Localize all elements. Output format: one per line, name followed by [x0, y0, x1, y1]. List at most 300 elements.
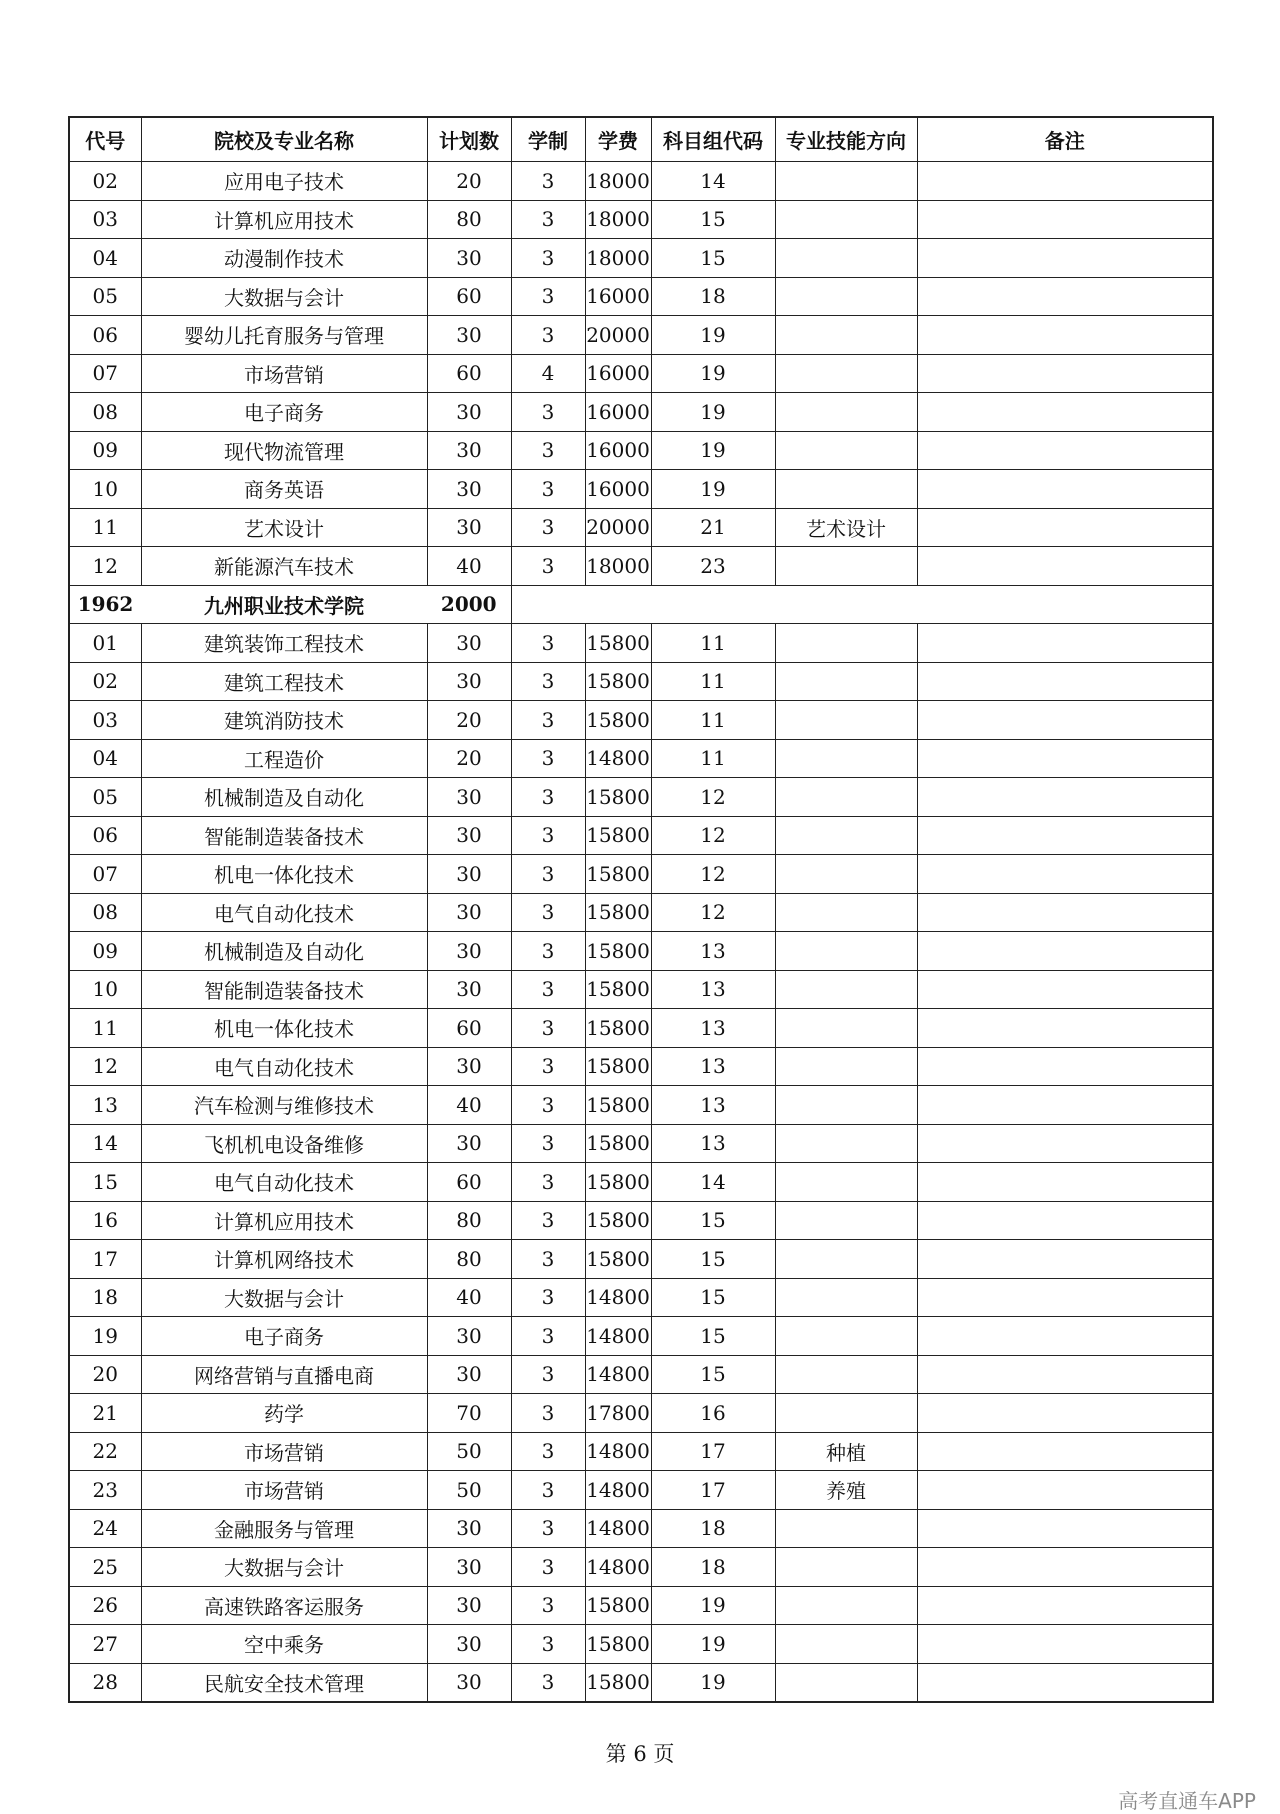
code-cell: 25 — [69, 1548, 141, 1587]
note-cell — [917, 1009, 1213, 1048]
fee-cell: 18000 — [585, 547, 651, 586]
table-row — [69, 1509, 1213, 1548]
table-row — [69, 1278, 1213, 1317]
plan-cell: 40 — [427, 1086, 511, 1125]
direction-cell — [775, 431, 917, 470]
table-row — [69, 778, 1213, 817]
subject-group-cell: 19 — [651, 1663, 775, 1702]
name-cell: 动漫制作技术 — [141, 239, 427, 278]
school-plan-cell: 2000 — [427, 585, 511, 624]
direction-cell — [775, 1317, 917, 1356]
code-cell: 28 — [69, 1663, 141, 1702]
table-row — [69, 662, 1213, 701]
years-cell: 3 — [511, 1086, 585, 1125]
code-cell: 15 — [69, 1163, 141, 1202]
plan-cell: 20 — [427, 701, 511, 740]
name-cell: 大数据与会计 — [141, 277, 427, 316]
code-cell: 16 — [69, 1201, 141, 1240]
note-cell — [917, 1509, 1213, 1548]
header-fee: 学费 — [585, 117, 651, 162]
years-cell: 3 — [511, 1663, 585, 1702]
note-cell — [917, 1625, 1213, 1664]
code-cell: 06 — [69, 316, 141, 355]
fee-cell: 15800 — [585, 932, 651, 971]
table-row — [69, 1009, 1213, 1048]
plan-cell: 20 — [427, 162, 511, 201]
header-note: 备注 — [917, 117, 1213, 162]
subject-group-cell: 15 — [651, 239, 775, 278]
direction-cell — [775, 893, 917, 932]
header-subject-group: 科目组代码 — [651, 117, 775, 162]
note-cell — [917, 200, 1213, 239]
direction-cell — [775, 1625, 917, 1664]
name-cell: 智能制造装备技术 — [141, 970, 427, 1009]
subject-group-cell: 12 — [651, 855, 775, 894]
table-row — [69, 739, 1213, 778]
plan-cell: 30 — [427, 1047, 511, 1086]
plan-cell: 30 — [427, 1317, 511, 1356]
code-cell: 21 — [69, 1394, 141, 1433]
school-code-cell: 1962 — [69, 585, 141, 624]
fee-cell: 14800 — [585, 739, 651, 778]
plan-cell: 30 — [427, 1355, 511, 1394]
fee-cell: 14800 — [585, 1317, 651, 1356]
note-cell — [917, 162, 1213, 201]
table-row — [69, 1240, 1213, 1279]
fee-cell: 14800 — [585, 1432, 651, 1471]
years-cell: 4 — [511, 354, 585, 393]
note-cell — [917, 739, 1213, 778]
fee-cell: 15800 — [585, 624, 651, 663]
table-row — [69, 624, 1213, 663]
plan-cell: 30 — [427, 1586, 511, 1625]
note-cell — [917, 1663, 1213, 1702]
note-cell — [917, 1278, 1213, 1317]
subject-group-cell: 14 — [651, 162, 775, 201]
table-row — [69, 855, 1213, 894]
direction-cell — [775, 662, 917, 701]
years-cell: 3 — [511, 200, 585, 239]
table-body — [69, 162, 1213, 1703]
plan-cell: 30 — [427, 624, 511, 663]
name-cell: 计算机网络技术 — [141, 1240, 427, 1279]
name-cell: 机电一体化技术 — [141, 1009, 427, 1048]
plan-cell: 30 — [427, 431, 511, 470]
fee-cell: 18000 — [585, 200, 651, 239]
note-cell — [917, 431, 1213, 470]
note-cell — [917, 1548, 1213, 1587]
note-cell — [917, 1355, 1213, 1394]
school-name-cell: 九州职业技术学院 — [141, 585, 427, 624]
table-row — [69, 1047, 1213, 1086]
code-cell: 09 — [69, 431, 141, 470]
years-cell: 3 — [511, 739, 585, 778]
note-cell — [917, 855, 1213, 894]
note-cell — [917, 508, 1213, 547]
header-direction: 专业技能方向 — [775, 117, 917, 162]
note-cell — [917, 277, 1213, 316]
plan-cell: 30 — [427, 1124, 511, 1163]
plan-cell: 40 — [427, 1278, 511, 1317]
years-cell: 3 — [511, 1509, 585, 1548]
name-cell: 飞机机电设备维修 — [141, 1124, 427, 1163]
plan-cell: 30 — [427, 508, 511, 547]
code-cell: 02 — [69, 662, 141, 701]
code-cell: 03 — [69, 701, 141, 740]
name-cell: 现代物流管理 — [141, 431, 427, 470]
direction-cell — [775, 1201, 917, 1240]
fee-cell: 15800 — [585, 1240, 651, 1279]
plan-cell: 70 — [427, 1394, 511, 1433]
name-cell: 新能源汽车技术 — [141, 547, 427, 586]
subject-group-cell: 19 — [651, 393, 775, 432]
note-cell — [917, 470, 1213, 509]
direction-cell — [775, 624, 917, 663]
name-cell: 汽车检测与维修技术 — [141, 1086, 427, 1125]
note-cell — [917, 662, 1213, 701]
fee-cell: 15800 — [585, 1663, 651, 1702]
school-row-filler — [511, 585, 1213, 624]
plan-cell: 30 — [427, 816, 511, 855]
fee-cell: 15800 — [585, 1163, 651, 1202]
note-cell — [917, 1047, 1213, 1086]
years-cell: 3 — [511, 316, 585, 355]
direction-cell — [775, 1394, 917, 1433]
direction-cell — [775, 200, 917, 239]
subject-group-cell: 19 — [651, 1625, 775, 1664]
name-cell: 电气自动化技术 — [141, 1047, 427, 1086]
years-cell: 3 — [511, 239, 585, 278]
note-cell — [917, 1586, 1213, 1625]
note-cell — [917, 1432, 1213, 1471]
plan-cell: 30 — [427, 239, 511, 278]
note-cell — [917, 354, 1213, 393]
table-row — [69, 508, 1213, 547]
years-cell: 3 — [511, 970, 585, 1009]
plan-cell: 80 — [427, 1201, 511, 1240]
code-cell: 11 — [69, 1009, 141, 1048]
table-row — [69, 393, 1213, 432]
code-cell: 04 — [69, 739, 141, 778]
table-row — [69, 162, 1213, 201]
code-cell: 05 — [69, 277, 141, 316]
note-cell — [917, 1394, 1213, 1433]
direction-cell — [775, 1124, 917, 1163]
plan-cell: 30 — [427, 1663, 511, 1702]
years-cell: 3 — [511, 1278, 585, 1317]
table-row — [69, 1625, 1213, 1664]
name-cell: 市场营销 — [141, 354, 427, 393]
subject-group-cell: 19 — [651, 316, 775, 355]
plan-cell: 30 — [427, 970, 511, 1009]
plan-cell: 30 — [427, 393, 511, 432]
fee-cell: 14800 — [585, 1548, 651, 1587]
note-cell — [917, 816, 1213, 855]
fee-cell: 14800 — [585, 1278, 651, 1317]
subject-group-cell: 17 — [651, 1432, 775, 1471]
fee-cell: 15800 — [585, 1124, 651, 1163]
name-cell: 大数据与会计 — [141, 1278, 427, 1317]
note-cell — [917, 1124, 1213, 1163]
years-cell: 3 — [511, 1432, 585, 1471]
code-cell: 01 — [69, 624, 141, 663]
table-row — [69, 1124, 1213, 1163]
name-cell: 建筑工程技术 — [141, 662, 427, 701]
direction-cell — [775, 393, 917, 432]
code-cell: 02 — [69, 162, 141, 201]
note-cell — [917, 1201, 1213, 1240]
table-row — [69, 547, 1213, 586]
direction-cell — [775, 970, 917, 1009]
fee-cell: 15800 — [585, 1201, 651, 1240]
plan-cell: 50 — [427, 1471, 511, 1510]
years-cell: 3 — [511, 816, 585, 855]
code-cell: 10 — [69, 970, 141, 1009]
subject-group-cell: 11 — [651, 662, 775, 701]
name-cell: 机械制造及自动化 — [141, 778, 427, 817]
subject-group-cell: 18 — [651, 1548, 775, 1587]
table-row — [69, 816, 1213, 855]
subject-group-cell: 19 — [651, 354, 775, 393]
direction-cell: 养殖 — [775, 1471, 917, 1510]
subject-group-cell: 19 — [651, 470, 775, 509]
fee-cell: 15800 — [585, 1625, 651, 1664]
page-number: 第 6 页 — [605, 1742, 675, 1766]
code-cell: 05 — [69, 778, 141, 817]
years-cell: 3 — [511, 855, 585, 894]
table-row — [69, 239, 1213, 278]
code-cell: 13 — [69, 1086, 141, 1125]
note-cell — [917, 778, 1213, 817]
years-cell: 3 — [511, 470, 585, 509]
note-cell — [917, 547, 1213, 586]
plan-cell: 30 — [427, 855, 511, 894]
code-cell: 23 — [69, 1471, 141, 1510]
plan-cell: 60 — [427, 354, 511, 393]
fee-cell: 18000 — [585, 162, 651, 201]
fee-cell: 16000 — [585, 277, 651, 316]
years-cell: 3 — [511, 1047, 585, 1086]
direction-cell — [775, 855, 917, 894]
code-cell: 03 — [69, 200, 141, 239]
direction-cell — [775, 239, 917, 278]
subject-group-cell: 15 — [651, 200, 775, 239]
note-cell — [917, 893, 1213, 932]
plan-cell: 30 — [427, 1548, 511, 1587]
fee-cell: 15800 — [585, 1586, 651, 1625]
subject-group-cell: 12 — [651, 893, 775, 932]
table-row — [69, 1663, 1213, 1702]
plan-cell: 80 — [427, 200, 511, 239]
table-row — [69, 354, 1213, 393]
name-cell: 婴幼儿托育服务与管理 — [141, 316, 427, 355]
direction-cell — [775, 1009, 917, 1048]
name-cell: 艺术设计 — [141, 508, 427, 547]
code-cell: 18 — [69, 1278, 141, 1317]
subject-group-cell: 18 — [651, 277, 775, 316]
direction-cell — [775, 1086, 917, 1125]
table-row — [69, 932, 1213, 971]
name-cell: 电子商务 — [141, 1317, 427, 1356]
years-cell: 3 — [511, 547, 585, 586]
name-cell: 电气自动化技术 — [141, 893, 427, 932]
subject-group-cell: 13 — [651, 1009, 775, 1048]
fee-cell: 14800 — [585, 1355, 651, 1394]
years-cell: 3 — [511, 277, 585, 316]
years-cell: 3 — [511, 1163, 585, 1202]
subject-group-cell: 12 — [651, 816, 775, 855]
plan-cell: 30 — [427, 662, 511, 701]
note-cell — [917, 1317, 1213, 1356]
note-cell — [917, 932, 1213, 971]
table-row — [69, 1317, 1213, 1356]
direction-cell — [775, 778, 917, 817]
direction-cell — [775, 547, 917, 586]
years-cell: 3 — [511, 662, 585, 701]
name-cell: 工程造价 — [141, 739, 427, 778]
plan-cell: 30 — [427, 893, 511, 932]
years-cell: 3 — [511, 1240, 585, 1279]
plan-cell: 30 — [427, 316, 511, 355]
years-cell: 3 — [511, 393, 585, 432]
direction-cell — [775, 1548, 917, 1587]
fee-cell: 15800 — [585, 1086, 651, 1125]
direction-cell — [775, 1586, 917, 1625]
plan-cell: 40 — [427, 547, 511, 586]
code-cell: 12 — [69, 1047, 141, 1086]
years-cell: 3 — [511, 1009, 585, 1048]
fee-cell: 15800 — [585, 662, 651, 701]
code-cell: 10 — [69, 470, 141, 509]
years-cell: 3 — [511, 162, 585, 201]
subject-group-cell: 23 — [651, 547, 775, 586]
name-cell: 市场营销 — [141, 1432, 427, 1471]
note-cell — [917, 1163, 1213, 1202]
direction-cell — [775, 316, 917, 355]
note-cell — [917, 239, 1213, 278]
table-row — [69, 1355, 1213, 1394]
name-cell: 机械制造及自动化 — [141, 932, 427, 971]
subject-group-cell: 15 — [651, 1355, 775, 1394]
header-code: 代号 — [69, 117, 141, 162]
code-cell: 26 — [69, 1586, 141, 1625]
subject-group-cell: 13 — [651, 1124, 775, 1163]
table-row — [69, 970, 1213, 1009]
code-cell: 04 — [69, 239, 141, 278]
subject-group-cell: 15 — [651, 1317, 775, 1356]
table-row — [69, 1471, 1213, 1510]
fee-cell: 17800 — [585, 1394, 651, 1433]
plan-cell: 30 — [427, 1509, 511, 1548]
years-cell: 3 — [511, 1394, 585, 1433]
years-cell: 3 — [511, 431, 585, 470]
table-row — [69, 1086, 1213, 1125]
fee-cell: 15800 — [585, 893, 651, 932]
code-cell: 08 — [69, 393, 141, 432]
fee-cell: 15800 — [585, 1047, 651, 1086]
plan-cell: 20 — [427, 739, 511, 778]
table-row — [69, 1586, 1213, 1625]
plan-cell: 30 — [427, 470, 511, 509]
direction-cell — [775, 739, 917, 778]
fee-cell: 15800 — [585, 816, 651, 855]
name-cell: 电气自动化技术 — [141, 1163, 427, 1202]
fee-cell: 15800 — [585, 1009, 651, 1048]
direction-cell — [775, 277, 917, 316]
fee-cell: 15800 — [585, 855, 651, 894]
table-row — [69, 1394, 1213, 1433]
code-cell: 24 — [69, 1509, 141, 1548]
subject-group-cell: 18 — [651, 1509, 775, 1548]
subject-group-cell: 12 — [651, 778, 775, 817]
table-row — [69, 431, 1213, 470]
fee-cell: 16000 — [585, 354, 651, 393]
subject-group-cell: 14 — [651, 1163, 775, 1202]
subject-group-cell: 13 — [651, 1047, 775, 1086]
name-cell: 空中乘务 — [141, 1625, 427, 1664]
direction-cell — [775, 1163, 917, 1202]
plan-cell: 80 — [427, 1240, 511, 1279]
direction-cell — [775, 932, 917, 971]
years-cell: 3 — [511, 893, 585, 932]
note-cell — [917, 701, 1213, 740]
direction-cell — [775, 470, 917, 509]
note-cell — [917, 970, 1213, 1009]
subject-group-cell: 11 — [651, 739, 775, 778]
subject-group-cell: 17 — [651, 1471, 775, 1510]
direction-cell — [775, 1047, 917, 1086]
watermark: 高考直通车APP — [1118, 1789, 1256, 1813]
fee-cell: 16000 — [585, 393, 651, 432]
table-row — [69, 316, 1213, 355]
table-row — [69, 1548, 1213, 1587]
years-cell: 3 — [511, 932, 585, 971]
code-cell: 20 — [69, 1355, 141, 1394]
note-cell — [917, 1471, 1213, 1510]
fee-cell: 16000 — [585, 431, 651, 470]
code-cell: 19 — [69, 1317, 141, 1356]
name-cell: 药学 — [141, 1394, 427, 1433]
plan-cell: 60 — [427, 1009, 511, 1048]
years-cell: 3 — [511, 1355, 585, 1394]
table-row — [69, 893, 1213, 932]
subject-group-cell: 13 — [651, 970, 775, 1009]
name-cell: 网络营销与直播电商 — [141, 1355, 427, 1394]
name-cell: 智能制造装备技术 — [141, 816, 427, 855]
fee-cell: 14800 — [585, 1471, 651, 1510]
fee-cell: 14800 — [585, 1509, 651, 1548]
fee-cell: 15800 — [585, 970, 651, 1009]
code-cell: 08 — [69, 893, 141, 932]
table-row — [69, 1201, 1213, 1240]
fee-cell: 18000 — [585, 239, 651, 278]
code-cell: 22 — [69, 1432, 141, 1471]
plan-cell: 60 — [427, 1163, 511, 1202]
note-cell — [917, 624, 1213, 663]
code-cell: 12 — [69, 547, 141, 586]
direction-cell — [775, 701, 917, 740]
years-cell: 3 — [511, 1625, 585, 1664]
subject-group-cell: 13 — [651, 1086, 775, 1125]
direction-cell — [775, 1663, 917, 1702]
subject-group-cell: 11 — [651, 701, 775, 740]
name-cell: 民航安全技术管理 — [141, 1663, 427, 1702]
name-cell: 金融服务与管理 — [141, 1509, 427, 1548]
note-cell — [917, 393, 1213, 432]
years-cell: 3 — [511, 1471, 585, 1510]
code-cell: 06 — [69, 816, 141, 855]
years-cell: 3 — [511, 624, 585, 663]
